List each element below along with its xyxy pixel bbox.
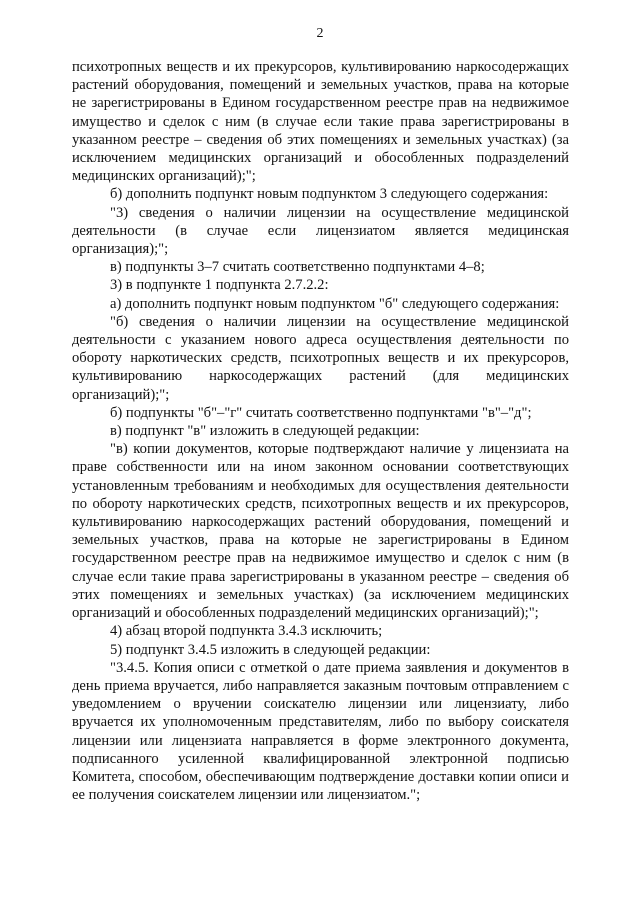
- paragraph-4: в) подпункты 3–7 считать соответственно подпунктами 4–8;: [110, 259, 485, 276]
- paragraph-6: а) дополнить подпункт новым подпунктом "б" следующего содержания:: [110, 295, 560, 312]
- document-body: [72, 58, 569, 804]
- paragraph-8: б) подпункты "б"–"г" считать соответственно подпунктами "в"–"д";: [110, 404, 532, 421]
- paragraph-11: 4) абзац второй подпункта 3.4.3 исключить;: [110, 623, 383, 640]
- paragraph-7: "б) сведения о наличии лицензии на осуществление медицинской деятельности с указанием нового адреса осуществления деятельности по обороту наркотических средств, психотропных веществ и их прекурсоров, культивированию наркосодержащих растений (для медицинских организаций);";: [72, 313, 569, 403]
- page-number: 2: [316, 26, 324, 41]
- paragraph-2: б) дополнить подпункт новым подпунктом 3 следующего содержания:: [110, 186, 549, 203]
- paragraph-12: 5) подпункт 3.4.5 изложить в следующей редакции:: [110, 641, 431, 658]
- paragraph-1: психотропных веществ и их прекурсоров, культивированию наркосодержащих растений оборудования, помещений и земельных участков, права на которые не зарегистрированы в Едином государственном реестре прав на недвижимое имущество и сделок с ним (в случае если такие права зарегистрированы в указанном реестре – сведения об этих помещениях и земельных участках) (за исключением медицинских организаций и обособленных подразделений медицинских организаций);";: [72, 59, 569, 185]
- paragraph-3: "3) сведения о наличии лицензии на осуществление медицинской деятельности (в случае если лицензиатом является медицинская организация);";: [72, 204, 569, 258]
- paragraph-9: в) подпункт "в" изложить в следующей редакции:: [110, 423, 420, 440]
- paragraph-5: 3) в подпункте 1 подпункта 2.7.2.2:: [110, 277, 329, 294]
- paragraph-10: "в) копии документов, которые подтверждают наличие у лицензиата на праве собственности или на ином законном основании соответствующих установленным требованиям и необходимых для осуществления деятельности по обороту наркотических средств, психотропных веществ и их прекурсоров, культивированию наркосодержащих растений оборудования, помещений и земельных участков, права на которые не зарегистрированы в Едином государственном реестре прав на недвижимое имущество и сделок с ним (в случае если такие права зарегистрированы в указанном реестре – сведения об этих помещениях и земельных участках) (за исключением медицинских организаций и обособленных подразделений медицинских организаций);";: [72, 441, 569, 622]
- paragraph-13: "3.4.5. Копия описи с отметкой о дате приема заявления и документов в день приема вручается, либо направляется заказным почтовым отправлением с уведомлением о вручении соискателю лицензии или лицензиату, либо вручается их уполномоченным представителям, либо по выбору соискателя лицензии или лицензиата направляется в форме электронного документа, подписанного усиленной квалифицированной электронной подписью Комитета, способом, обеспечивающим подтверждение доставки копии описи и ее получения соискателем лицензии или лицензиатом.";: [72, 659, 569, 804]
